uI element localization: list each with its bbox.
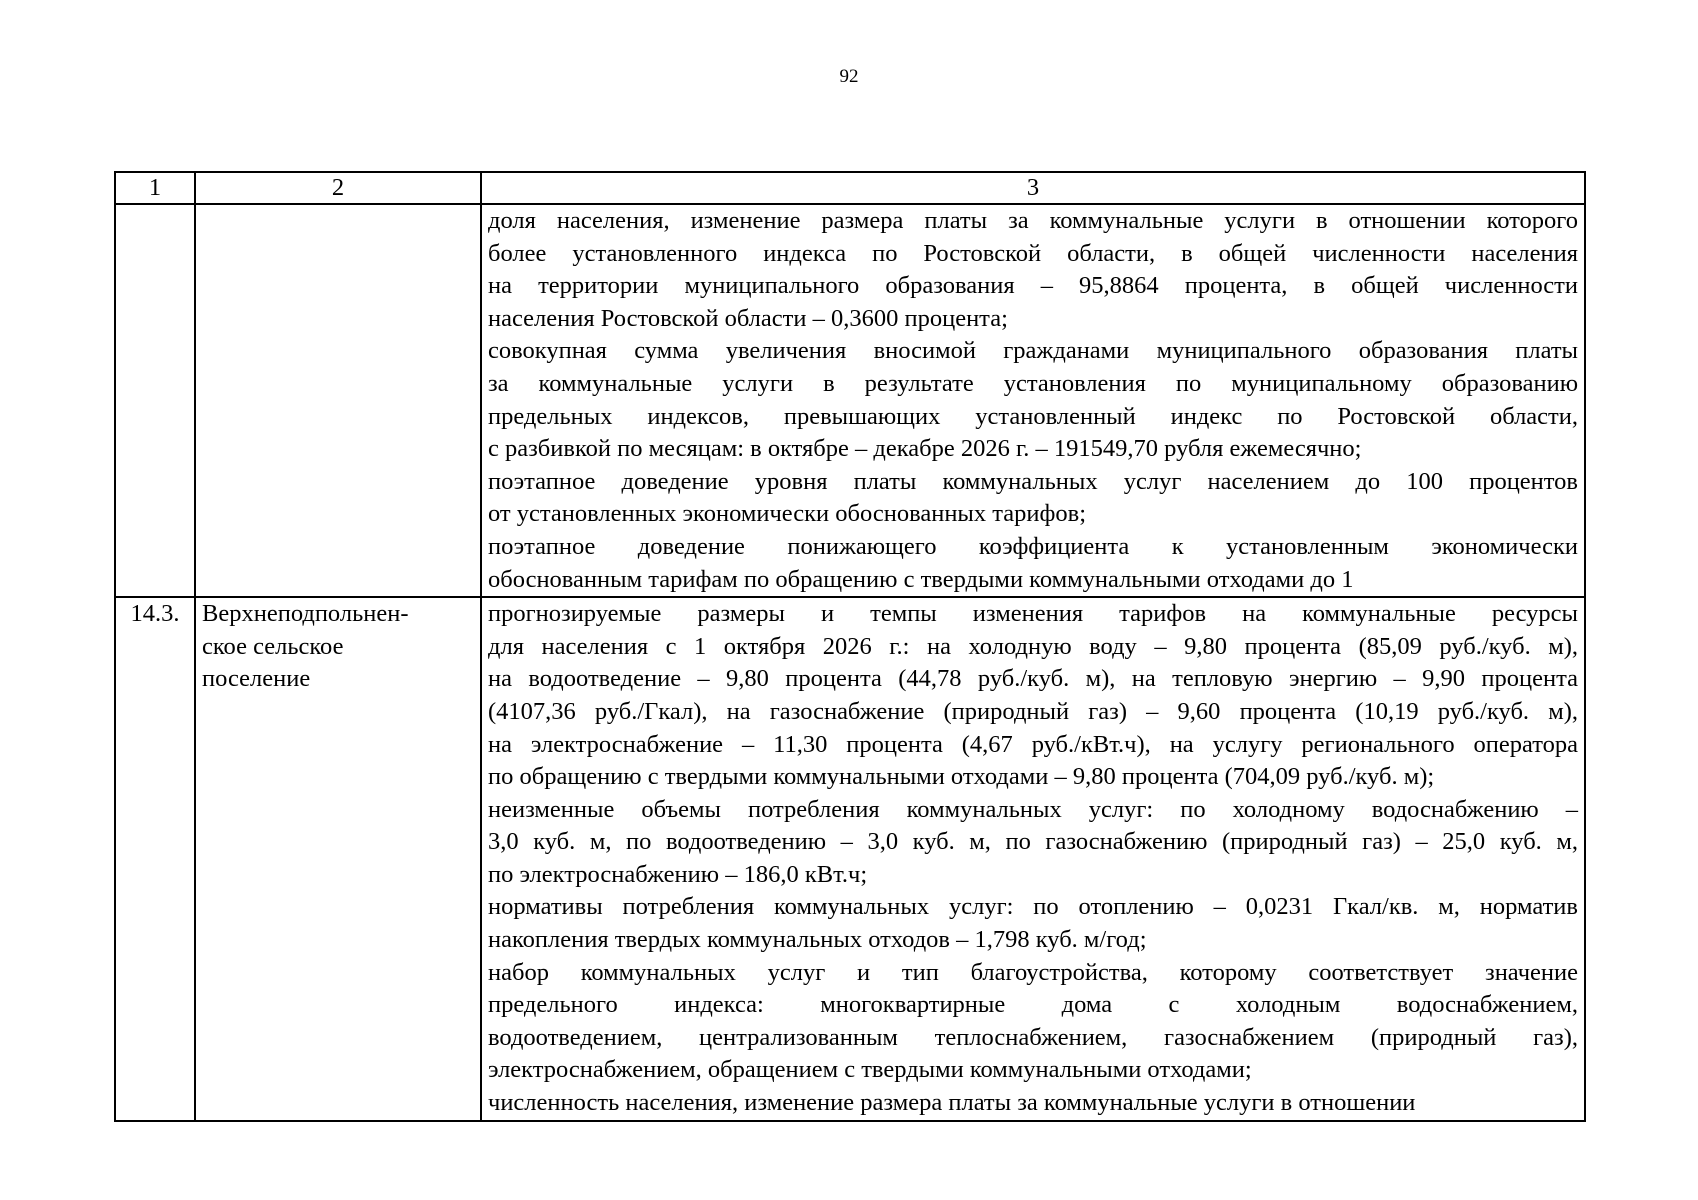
row-number-cell: 14.3. [115, 597, 195, 1121]
content-line: набор коммунальных услуг и тип благоустройства, которому соответствует значение [488, 958, 1578, 986]
content-paragraph [488, 957, 1578, 1087]
content-line: поэтапное доведение уровня платы коммунальных услуг населением до 100 процентов [488, 467, 1578, 495]
content-paragraph [488, 205, 1578, 335]
content-line: более установленного индекса по Ростовской области, в общей численности населения [488, 239, 1578, 267]
content-line: предельных индексов, превышающих установленный индекс по Ростовской области, [488, 402, 1578, 430]
column-header-1: 1 [115, 172, 195, 204]
content-paragraph [488, 891, 1578, 956]
row-name-cell [195, 597, 481, 1121]
content-line: неизменные объемы потребления коммунальных услуг: по холодному водоснабжению – [488, 795, 1578, 823]
content-line: предельного индекса: многоквартирные дома с холодным водоснабжением, [488, 991, 1578, 1019]
content-line: 3,0 куб. м, по водоотведению – 3,0 куб. м, по газоснабжению (природный газ) – 25,0 куб. м, [488, 828, 1578, 856]
content-line: численность населения, изменение размера платы за коммунальные услуги в отношении [488, 1089, 1416, 1117]
content-paragraph [488, 1087, 1578, 1120]
row-name-cell [195, 204, 481, 597]
row-content-cell [481, 597, 1585, 1121]
content-paragraph [488, 466, 1578, 531]
row-content-cell [481, 204, 1585, 597]
content-paragraph [488, 335, 1578, 465]
column-header-2: 2 [195, 172, 481, 204]
content-paragraph [488, 598, 1578, 794]
content-line: совокупная сумма увеличения вносимой гражданами муниципального образования платы [488, 337, 1578, 365]
content-line: водоотведением, централизованным теплоснабжением, газоснабжением (природный газ), [488, 1023, 1578, 1051]
tariff-table [114, 171, 1586, 1122]
row-name-line: Верхнеподпольнен- [202, 600, 409, 628]
content-line: на территории муниципального образования – 95,8864 процента, в общей численности [488, 272, 1578, 300]
content-line: для населения с 1 октября 2026 г.: на холодную воду – 9,80 процента (85,09 руб./куб. м), [488, 632, 1578, 660]
content-line: на электроснабжение – 11,30 процента (4,67 руб./кВт.ч), на услугу регионального оператора [488, 730, 1578, 758]
row-name-line: ское сельское [202, 632, 344, 660]
content-paragraph [488, 794, 1578, 892]
content-line: на водоотведение – 9,80 процента (44,78 руб./куб. м), на тепловую энергию – 9,90 процента [488, 665, 1578, 693]
content-line: по электроснабжению – 186,0 кВт.ч; [488, 860, 868, 888]
row-name-line: поселение [202, 665, 311, 693]
content-line: поэтапное доведение понижающего коэффициента к установленным экономически [488, 532, 1578, 560]
content-line: (4107,36 руб./Гкал), на газоснабжение (природный газ) – 9,60 процента (10,19 руб./куб. м), [488, 697, 1578, 725]
content-line: обоснованным тарифам по обращению с твердыми коммунальными отходами до 1 [488, 565, 1354, 593]
content-line: прогнозируемые размеры и темпы изменения тарифов на коммунальные ресурсы [488, 600, 1578, 628]
content-paragraph [488, 531, 1578, 596]
table-row [115, 597, 1585, 1121]
content-line: от установленных экономически обоснованных тарифов; [488, 500, 1087, 528]
table-row [115, 204, 1585, 597]
row-number-cell [115, 204, 195, 597]
table-header-row [115, 172, 1585, 204]
content-line: за коммунальные услуги в результате установления по муниципальному образованию [488, 369, 1578, 397]
content-line: с разбивкой по месяцам: в октябре – декабре 2026 г. – 191549,70 рубля ежемесячно; [488, 435, 1362, 463]
content-line: по обращению с твердыми коммунальными отходами – 9,80 процента (704,09 руб./куб. м); [488, 763, 1435, 791]
content-line: населения Ростовской области – 0,3600 процента; [488, 304, 1008, 332]
column-header-3: 3 [481, 172, 1585, 204]
page-number: 92 [839, 66, 859, 87]
content-line: нормативы потребления коммунальных услуг: по отоплению – 0,0231 Гкал/кв. м, норматив [488, 893, 1578, 921]
content-line: доля населения, изменение размера платы за коммунальные услуги в отношении которого [488, 207, 1578, 234]
content-line: электроснабжением, обращением с твердыми коммунальными отходами; [488, 1056, 1252, 1084]
content-line: накопления твердых коммунальных отходов – 1,798 куб. м/год; [488, 926, 1147, 954]
